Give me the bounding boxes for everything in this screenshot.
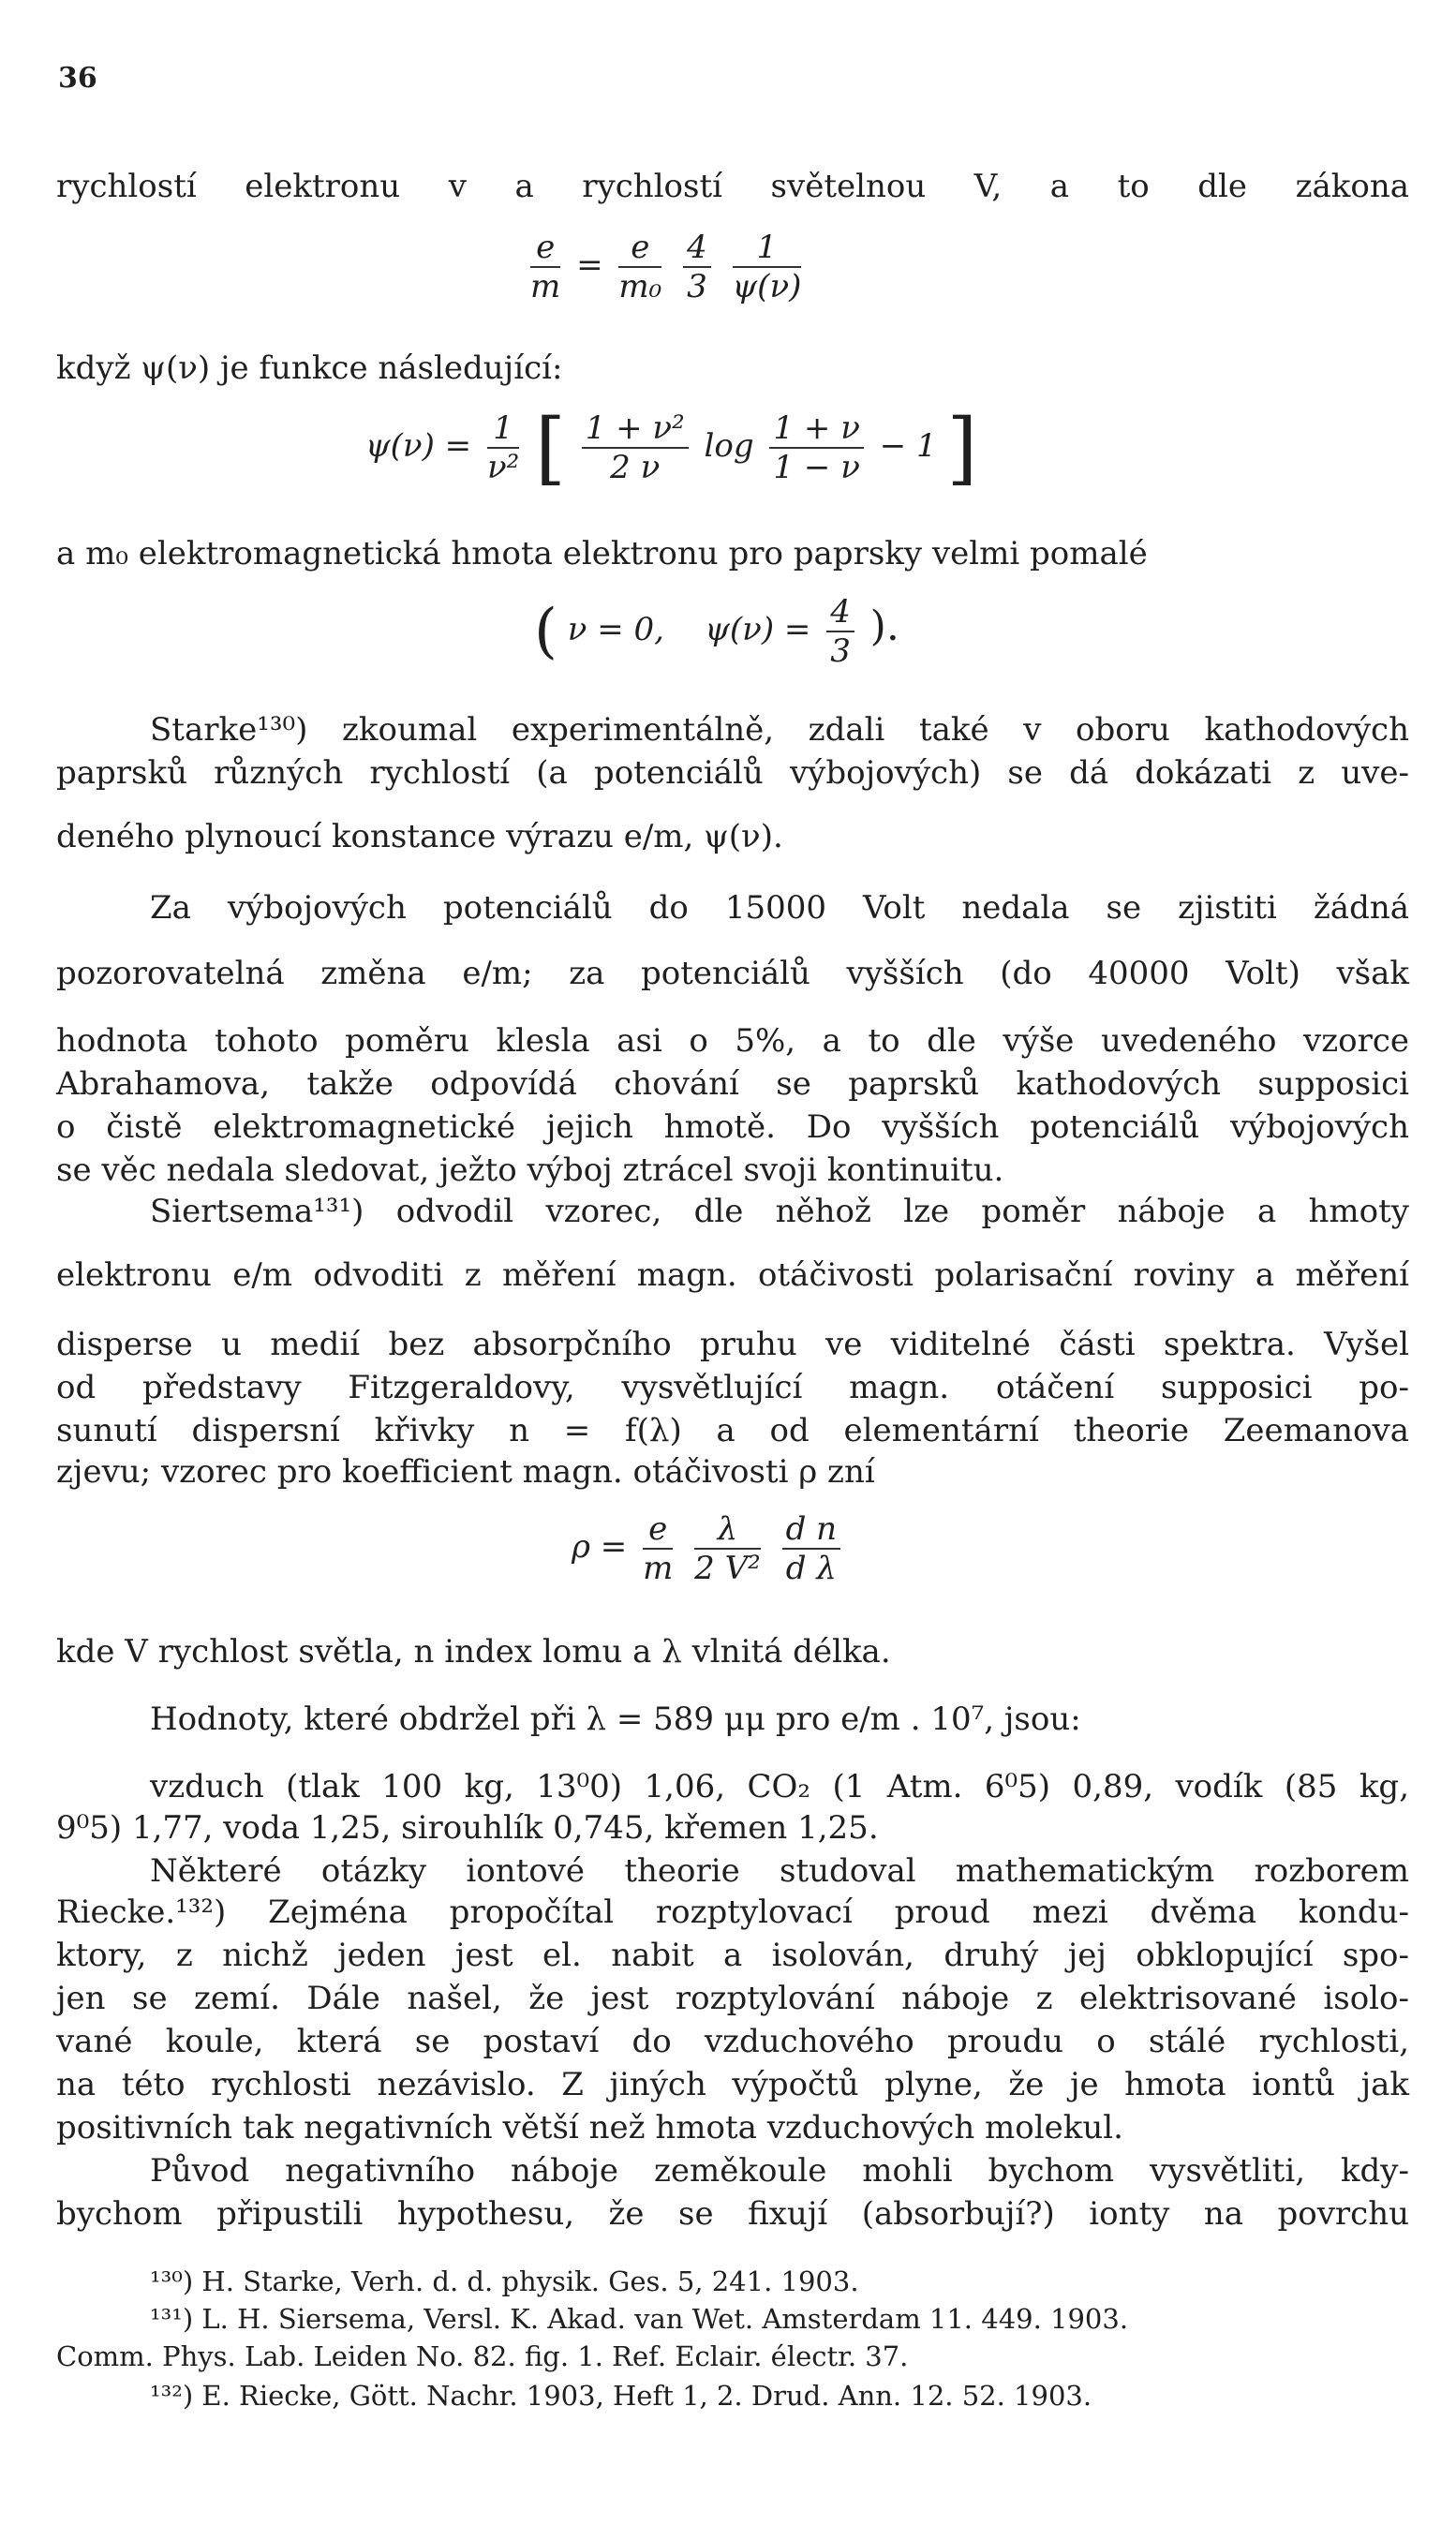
text-line: elektronu e/m odvoditi z měření magn. otáčivosti polarisační roviny a měření xyxy=(56,1256,1409,1294)
fraction: $\frac{e}{m}$ xyxy=(643,1510,674,1587)
footnote: ¹³⁰) H. Starke, Verh. d. d. physik. Ges. 5, 241. 1903. xyxy=(150,2265,859,2297)
page-number: 36 xyxy=(58,62,97,95)
fraction: $\frac{4}{3}$ xyxy=(683,229,711,305)
formula-limit: ( ν = 0, ψ(ν) = $\frac{4}{3}$ ). xyxy=(534,593,899,670)
text-line: rychlostí elektronu v a rychlostí světelnou V, a to dle zákona xyxy=(56,168,1409,205)
fraction: $\frac{e}{\text{m₀}}$ xyxy=(618,229,662,305)
text-line: a m₀ elektromagnetická hmota elektronu pro paprsky velmi pomalé xyxy=(56,535,1148,572)
text-line: positivních tak negativních větší než hmota vzduchových molekul. xyxy=(56,2109,1123,2146)
text-line: když ψ(ν) je funkce následující: xyxy=(56,349,563,387)
text-line: na této rychlosti nezávislo. Z jiných výpočtů plyne, že je hmota iontů jak xyxy=(56,2066,1409,2103)
text-line: Abrahamova, takže odpovídá chování se paprsků kathodových supposici xyxy=(56,1065,1409,1103)
formula-psi: ψ(ν) = $\frac{1}{\text{ν²}}$ [ $\frac{\text{1 + ν²}}{2 \nu}$ log $\frac{1 + \nu}{1 - \nu}$ − 1 ] xyxy=(365,402,978,494)
text-line: se věc nedala sledovat, ježto výboj ztrácel svoji kontinuitu. xyxy=(56,1151,1004,1189)
text-line: Některé otázky iontové theorie studoval mathematickým rozborem xyxy=(150,1852,1409,1890)
footnote: Comm. Phys. Lab. Leiden No. 82. fig. 1. Ref. Eclair. électr. 37. xyxy=(56,2340,909,2372)
footnote: ¹³²) E. Riecke, Gött. Nachr. 1903, Heft 1, 2. Drud. Ann. 12. 52. 1903. xyxy=(150,2380,1092,2412)
text-line: Siertsema¹³¹) odvodil vzorec, dle něhož lze poměr náboje a hmoty xyxy=(150,1193,1409,1230)
fraction: $\frac{1}{\text{ν²}}$ xyxy=(486,409,520,486)
text-line: Za výbojových potenciálů do 15000 Volt nedala se zjistiti žádná xyxy=(150,889,1409,927)
text-line: Riecke.¹³²) Zejména propočítal rozptylovací proud mezi dvěma kondu- xyxy=(56,1894,1409,1931)
text-line: vané koule, která se postaví do vzduchového proudu o stálé rychlosti, xyxy=(56,2023,1409,2060)
text-line: zjevu; vzorec pro koefficient magn. otáčivosti ρ zní xyxy=(56,1453,875,1491)
fraction: $\frac{\text{1 + ν²}}{2 \nu}$ xyxy=(582,409,689,486)
text-line: disperse u medií bez absorpčního pruhu ve viditelné části spektra. Vyšel xyxy=(56,1326,1409,1363)
fraction: $\frac{4}{3}$ xyxy=(826,593,854,670)
text-line: vzduch (tlak 100 kg, 13⁰0) 1,06, CO₂ (1 Atm. 6⁰5) 0,89, vodík (85 kg, xyxy=(150,1768,1409,1805)
text-line: sunutí dispersní křivky n = f(λ) a od elementární theorie Zeemanova xyxy=(56,1412,1409,1449)
text-line: hodnota tohoto poměru klesla asi o 5%, a to dle výše uvedeného vzorce xyxy=(56,1022,1409,1060)
text-line: bychom připustili hypothesu, že se fixují (absorbují?) ionty na povrchu xyxy=(56,2195,1409,2233)
text-line: kde V rychlost světla, n index lomu a λ vlnitá délka. xyxy=(56,1633,891,1671)
formula-rotation: ρ = $\frac{e}{m}$ $\frac{\lambda}{\text{2 V²}}$ $\frac{\text{d n}}{\text{d λ}}$ xyxy=(572,1510,846,1587)
fraction: $\frac{1}{\psi(\nu)}$ xyxy=(732,229,802,305)
fraction: $\frac{e}{m}$ xyxy=(530,229,561,305)
text-line: jen se zemí. Dále našel, že jest rozptylování náboje z elektrisované isolo- xyxy=(56,1980,1409,2017)
text-line: pozorovatelná změna e/m; za potenciálů vyšších (do 40000 Volt) však xyxy=(56,955,1409,992)
text-line: Hodnoty, které obdržel při λ = 589 μμ pro e/m . 10⁷, jsou: xyxy=(150,1701,1081,1738)
text-line: od představy Fitzgeraldovy, vysvětlující magn. otáčení supposici po- xyxy=(56,1369,1409,1406)
footnote: ¹³¹) L. H. Siersema, Versl. K. Akad. van Wet. Amsterdam 11. 449. 1903. xyxy=(150,2303,1129,2335)
text-line: ktory, z nichž jeden jest el. nabit a isolován, druhý jej obklopující spo- xyxy=(56,1937,1409,1974)
text-line: deného plynoucí konstance výrazu e/m, ψ(ν). xyxy=(56,818,783,855)
fraction: $\frac{\lambda}{\text{2 V²}}$ xyxy=(694,1510,761,1587)
text-line: paprsků různých rychlostí (a potenciálů výbojových) se dá dokázati z uve- xyxy=(56,754,1409,792)
text-line: Starke¹³⁰) zkoumal experimentálně, zdali také v oboru kathodových xyxy=(150,711,1409,749)
text-line: Původ negativního náboje zeměkoule mohli bychom vysvětliti, kdy- xyxy=(150,2152,1409,2190)
text-line: o čistě elektromagnetické jejich hmotě. Do vyšších potenciálů výbojových xyxy=(56,1108,1409,1146)
fraction: $\frac{1 + \nu}{1 - \nu}$ xyxy=(769,409,863,486)
fraction: $\frac{\text{d n}}{\text{d λ}}$ xyxy=(782,1510,840,1587)
formula-mass-ratio: $\frac{e}{m}$ = $\frac{e}{\text{m₀}}$ $\frac{4}{3}$ $\frac{1}{\psi(\nu)}$ xyxy=(530,229,802,305)
text-line: 9⁰5) 1,77, voda 1,25, sirouhlík 0,745, křemen 1,25. xyxy=(56,1809,879,1847)
